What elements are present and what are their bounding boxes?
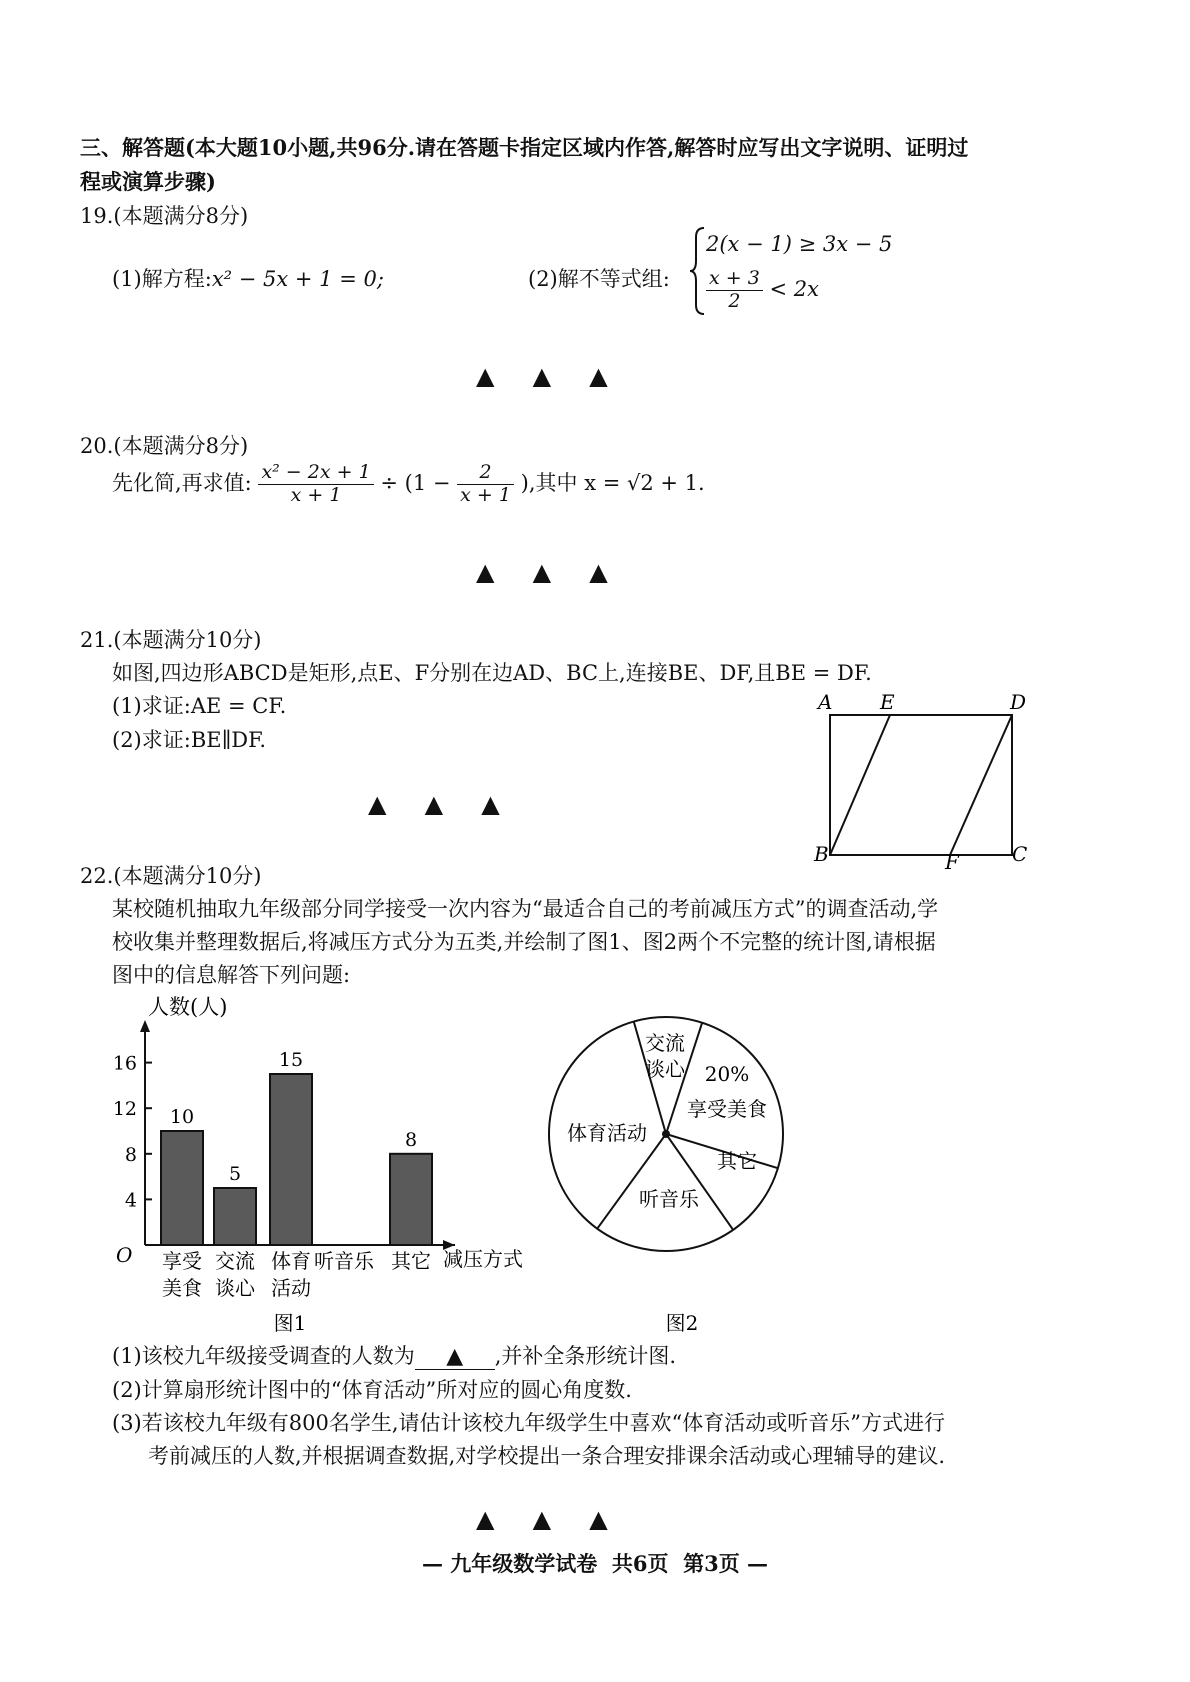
q19-brace <box>688 225 708 317</box>
q22-part1 <box>112 1340 676 1370</box>
answer-mark-22: ▲ ▲ ▲ <box>476 1505 608 1533</box>
bar <box>270 1074 312 1245</box>
q19-part1-label: (1)解方程: <box>112 267 212 291</box>
q21-stem: 如图,四边形ABCD是矩形,点E、F分别在边AD、BC上,连接BE、DF,且BE = DF. <box>112 661 872 685</box>
answer-mark-20: ▲ ▲ ▲ <box>476 558 608 586</box>
q21-title: 21.(本题满分10分) <box>80 628 262 652</box>
q22-part3-line1: (3)若该校九年级有800名学生,请估计该校九年级学生中喜欢“体育活动或听音乐”方式进行 <box>112 1411 945 1435</box>
answer-mark-21: ▲ ▲ ▲ <box>368 790 500 818</box>
q19-part1-equation: x² − 5x + 1 = 0; <box>211 267 384 291</box>
page-footer: — 九年级数学试卷 共6页 第3页 — <box>421 1551 769 1576</box>
q20-suffix: ),其中 x = √2 + 1. <box>520 470 705 495</box>
y-tick-label: 12 <box>112 1098 137 1121</box>
q20-expression <box>112 462 705 507</box>
q20-title: 20.(本题满分8分) <box>80 434 249 458</box>
bar-chart-figure1 <box>100 990 540 1340</box>
pie-center <box>662 1130 670 1138</box>
pie-slice-label: 其它 <box>717 1149 757 1173</box>
q22-stem-line2: 校收集并整理数据后,将减压方式分为五类,并绘制了图1、图2两个不完整的统计图,请根据 <box>112 930 936 954</box>
x-category-label: 听音乐 <box>314 1249 374 1273</box>
q19-inequality2 <box>706 268 819 313</box>
pie-slice-label: 交流 <box>645 1031 685 1055</box>
point-e-label: E <box>880 690 895 714</box>
q22-stem-line3: 图中的信息解答下列问题: <box>112 963 351 987</box>
bar-value-label: 15 <box>278 1049 304 1071</box>
y-tick-label: 4 <box>124 1189 137 1212</box>
x-axis-label: 减压方式 <box>443 1247 523 1271</box>
bar <box>390 1154 432 1245</box>
x-category-label: 谈心 <box>215 1276 255 1300</box>
bar <box>214 1188 256 1245</box>
pie-slice-label: 20% <box>704 1062 750 1086</box>
point-d-label: D <box>1010 690 1027 714</box>
pie-slice-label: 谈心 <box>645 1057 685 1081</box>
q22-part2: (2)计算扇形统计图中的“体育活动”所对应的圆心角度数. <box>112 1378 632 1402</box>
q19-part1 <box>112 263 384 293</box>
q19-inequality2-rhs: < 2x <box>769 276 819 301</box>
q19-inequality2-fraction: $\frac{x + 3}{2}$ <box>706 268 763 313</box>
y-tick-label: 16 <box>112 1052 137 1075</box>
q22-part1-text: (1)该校九年级接受调查的人数为 <box>112 1344 415 1368</box>
pie-slice-label: 听音乐 <box>639 1187 699 1211</box>
q21-part1: (1)求证:AE = CF. <box>112 694 287 718</box>
pie-chart-figure2 <box>545 1010 795 1340</box>
rectangle-abcd <box>830 715 1012 855</box>
q21-part2: (2)求证:BE∥DF. <box>112 728 267 752</box>
figure-caption: 图1 <box>273 1311 307 1335</box>
q20-operator: ÷ (1 − <box>380 470 451 495</box>
x-category-label: 享受 <box>162 1249 202 1273</box>
segment-df <box>950 715 1012 855</box>
q22-part1-text-end: ,并补全条形统计图. <box>494 1344 677 1368</box>
q22-part1-blank: ▲ <box>415 1344 495 1370</box>
q19-title: 19.(本题满分8分) <box>80 204 249 228</box>
point-b-label: B <box>814 842 829 866</box>
q19-inequality1: 2(x − 1) ≥ 3x − 5 <box>706 232 893 256</box>
answer-mark-19: ▲ ▲ ▲ <box>476 362 608 390</box>
bar-value-label: 10 <box>169 1106 195 1128</box>
bar-value-label: 8 <box>404 1128 418 1151</box>
q20-fraction2: $\frac{2}{x + 1}$ <box>457 462 514 507</box>
pie-slice-boundary <box>597 1134 666 1229</box>
y-axis-arrow <box>140 1020 150 1032</box>
y-tick-label: 8 <box>124 1143 137 1166</box>
figure-caption: 图2 <box>665 1311 699 1335</box>
section-header-line2: 程或演算步骤) <box>80 169 216 194</box>
bar <box>161 1131 203 1245</box>
q20-fraction1: $\frac{\text{x² − 2x + 1}}{x + 1}$ <box>258 462 373 507</box>
section-header-line1: 三、解答题(本大题10小题,共96分.请在答题卡指定区域内作答,解答时应写出文字说明、证明过 <box>80 135 969 160</box>
pie-slice-label: 享受美食 <box>687 1097 767 1121</box>
segment-be <box>830 715 890 855</box>
q22-part3-line2: 考前减压的人数,并根据调查数据,对学校提出一条合理安排课余活动或心理辅导的建议. <box>148 1444 946 1468</box>
q22-title: 22.(本题满分10分) <box>80 864 262 888</box>
point-a-label: A <box>818 690 833 714</box>
point-f-label: F <box>945 850 959 874</box>
x-category-label: 交流 <box>215 1249 255 1273</box>
x-category-label: 其它 <box>391 1249 431 1273</box>
q19-part2-label: (2)解不等式组: <box>528 267 670 291</box>
point-c-label: C <box>1012 842 1028 866</box>
x-category-label: 美食 <box>162 1276 202 1300</box>
q21-rectangle-figure <box>800 685 1040 880</box>
pie-slice-label: 体育活动 <box>567 1121 647 1145</box>
q22-stem-line1: 某校随机抽取九年级部分同学接受一次内容为“最适合自己的考前减压方式”的调查活动,学 <box>112 897 939 921</box>
x-category-label: 活动 <box>271 1276 311 1300</box>
x-category-label: 体育 <box>271 1249 311 1273</box>
origin-label: O <box>116 1243 133 1267</box>
y-axis-label: 人数(人) <box>148 995 228 1019</box>
q20-prefix: 先化简,再求值: <box>112 470 252 495</box>
bar-value-label: 5 <box>228 1163 242 1185</box>
